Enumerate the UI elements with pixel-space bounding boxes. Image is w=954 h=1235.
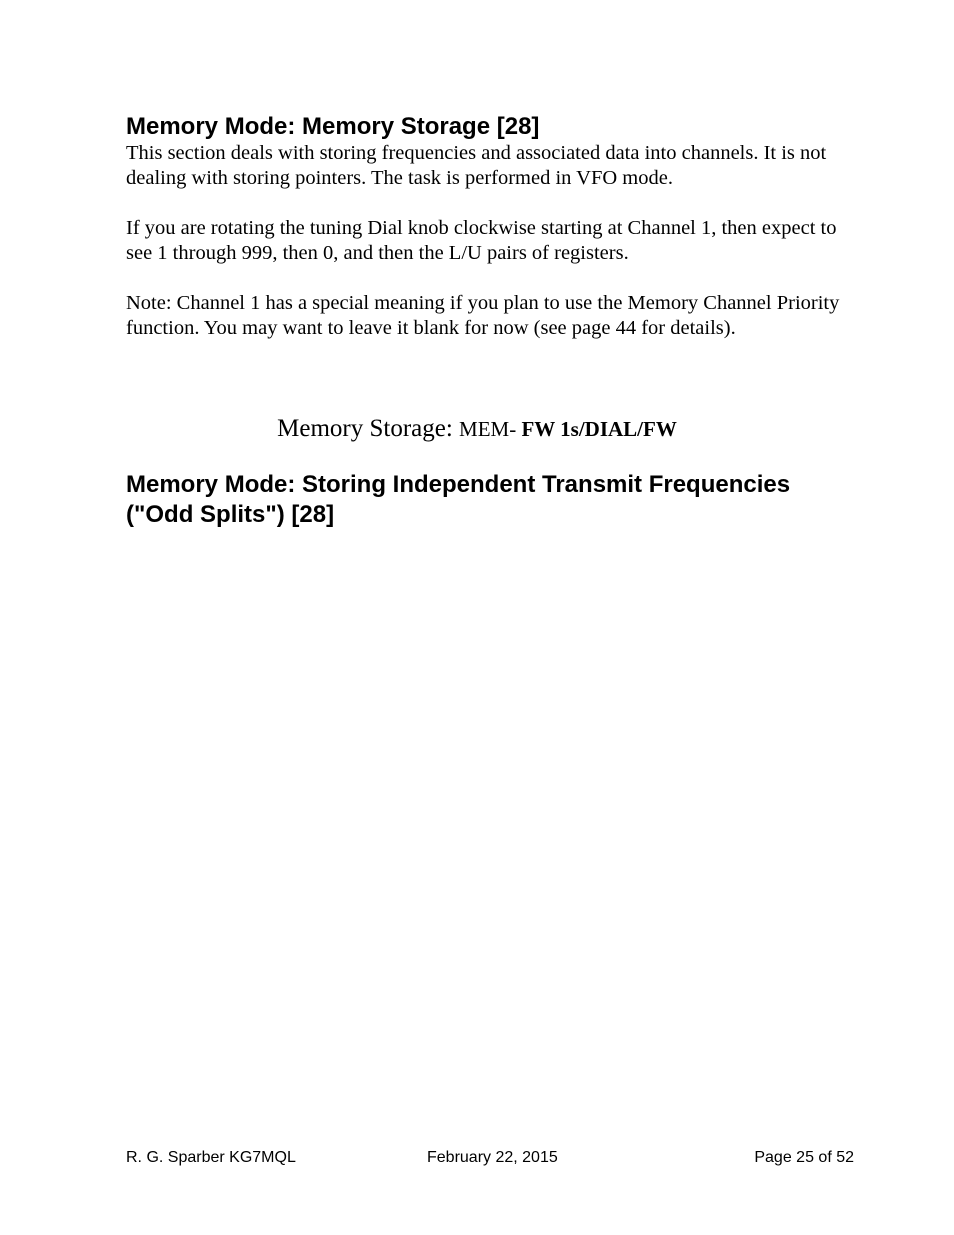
- footer-page-number: Page 25 of 52: [754, 1149, 854, 1166]
- formula-mem-prefix: MEM-: [459, 417, 522, 441]
- section-heading-memory-storage: Memory Mode: Memory Storage [28]: [126, 113, 540, 140]
- formula-key-sequence: FW 1s/DIAL/FW: [521, 417, 677, 441]
- paragraph-intro: This section deals with storing frequencies and associated data into channels. It is not dealing with storing pointers. The task is performed in VFO mode.: [126, 142, 827, 189]
- section-heading-odd-splits: Memory Mode: Storing Independent Transmit Frequencies ("Odd Splits") [28]: [126, 471, 791, 528]
- footer-author: R. G. Sparber KG7MQL: [126, 1149, 296, 1166]
- paragraph-channel-note: Note: Channel 1 has a special meaning if you plan to use the Memory Channel Priority function. You may want to leave it blank for now (see page 44 for details).: [126, 292, 840, 339]
- memory-storage-formula: [0, 415, 954, 443]
- footer-date: February 22, 2015: [427, 1149, 558, 1166]
- paragraph-dial-rotation: If you are rotating the tuning Dial knob clockwise starting at Channel 1, then expect to see 1 through 999, then 0, and then the L/U pairs of registers.: [126, 217, 837, 264]
- formula-label: Memory Storage:: [277, 415, 460, 442]
